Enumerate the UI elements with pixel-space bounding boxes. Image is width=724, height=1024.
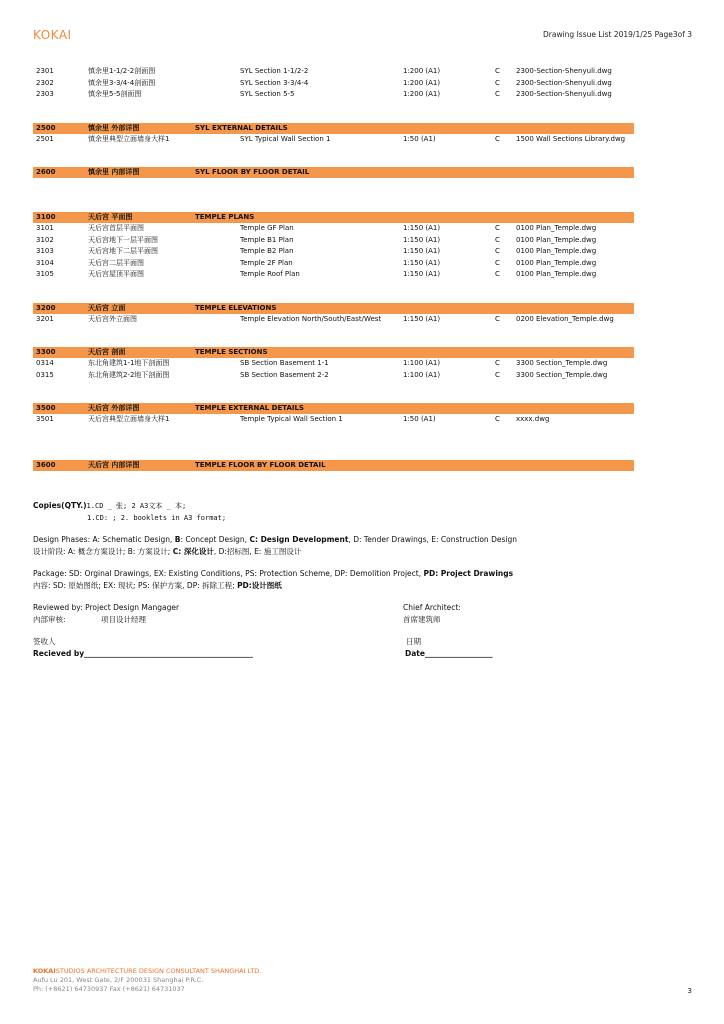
drawing-revision: C: [495, 67, 500, 75]
footer-phone: Ph: (+8621) 64730937 Fax (+8621) 64731037: [33, 985, 185, 993]
section-header-row: [33, 123, 634, 134]
drawing-revision: C: [495, 235, 500, 244]
section-header-row: [33, 167, 634, 178]
table-row: [33, 89, 634, 101]
section-header-row: [33, 347, 634, 358]
drawing-file: 0200 Elevation_Temple.dwg: [516, 314, 614, 323]
drawing-title-cn: 慎余里5-5剖面图: [88, 90, 142, 98]
drawing-title-cn: 天后宫地下二层平面图: [88, 247, 158, 255]
footer-firm: STUDIOS ARCHITECTURE DESIGN CONSULTANT SHANGHAI LTD.: [55, 967, 262, 975]
drawing-revision: C: [495, 134, 500, 143]
reviewed-cn-line: [33, 614, 673, 626]
table-row: [33, 66, 634, 78]
drawing-file: 1500 Wall Sections Library.dwg: [516, 134, 626, 143]
drawing-revision: C: [495, 415, 500, 423]
section-header-row: [33, 403, 634, 414]
section-header-row: [33, 212, 634, 223]
drawing-file: 2300-Section-Shenyuli.dwg: [516, 78, 612, 87]
drawing-title-en: SYL Typical Wall Section 1: [240, 134, 331, 143]
drawing-title-cn: 天后宫地下一层平面图: [88, 235, 158, 244]
drawing-title-cn: 天后宫典型立面墙身大样1: [88, 415, 170, 423]
drawing-title-en: Temple 2F Plan: [240, 258, 293, 267]
phases-b: B: [174, 535, 181, 544]
drawing-revision: C: [495, 78, 500, 87]
drawing-title-en: SYL Section 3-3/4-4: [240, 78, 309, 87]
drawing-number: 3100: [36, 213, 56, 221]
package-en-text: Package: SD: Orginal Drawings, EX: Existing Conditions, PS: Protection Scheme, DP: Demolition Project,: [33, 569, 424, 578]
table-row: [33, 269, 634, 281]
issue-header: Drawing Issue List 2019/1/25 Page3of 3: [543, 30, 692, 39]
table-spacer: [33, 281, 634, 303]
drawing-number: 0314: [36, 359, 54, 367]
drawing-file: 0100 Plan_Temple.dwg: [516, 258, 597, 267]
phases-cn: [33, 546, 673, 558]
drawing-title-cn: 慎余里典型立面墙身大样1: [88, 134, 170, 143]
reviewed-en: Reviewed by: Project Design Mangager: [33, 603, 180, 612]
phases-en-text2: : Concept Design,: [180, 535, 250, 544]
drawing-title-cn: 慎余里 内部详图: [88, 168, 140, 176]
footer: [33, 967, 261, 994]
drawing-scale: 1:50 (A1): [403, 415, 436, 423]
table-row: [33, 358, 634, 370]
drawing-file: 0100 Plan_Temple.dwg: [516, 270, 597, 278]
drawing-number: 3500: [36, 404, 56, 412]
drawing-title-en: SYL Section 5-5: [240, 90, 295, 98]
drawing-revision: C: [495, 258, 500, 267]
table-spacer: [33, 101, 634, 123]
drawing-number: 2301: [36, 67, 54, 75]
received-cn-line: [33, 636, 673, 648]
drawing-title-en: SB Section Basement 2-2: [240, 370, 329, 379]
table-row: [33, 235, 634, 247]
drawing-title-cn: 天后宫外立面图: [88, 314, 137, 323]
copies-label: Copies(QTY.): [33, 501, 87, 510]
table-spacer: [33, 145, 634, 167]
package-current: PD: Project Drawings: [423, 569, 514, 578]
drawing-scale: 1:150 (A1): [403, 314, 441, 323]
notes-section: [33, 500, 673, 660]
drawing-revision: C: [495, 370, 500, 379]
table-row: [33, 223, 634, 235]
drawing-title-cn: 慎余里3-3/4-4剖面图: [88, 78, 156, 87]
drawing-title-en: TEMPLE ELEVATIONS: [195, 303, 277, 312]
page-number: 3: [687, 987, 692, 995]
drawing-scale: 1:200 (A1): [403, 90, 441, 98]
drawing-file: 2300-Section-Shenyuli.dwg: [516, 90, 612, 98]
phases-en: [33, 534, 673, 546]
phases-cn-current: C: 深化设计: [172, 547, 214, 556]
copies-line: [33, 500, 673, 512]
table-spacer: [33, 381, 634, 403]
table-row: [33, 314, 634, 326]
drawing-file: 0100 Plan_Temple.dwg: [516, 224, 597, 232]
package-cn-current: PD:设计图纸: [237, 581, 282, 590]
drawing-number: 3102: [36, 235, 54, 244]
drawing-title-cn: 天后宫首层平面图: [88, 224, 144, 232]
drawing-list-table: [33, 66, 634, 471]
drawing-number: 2600: [36, 168, 56, 176]
drawing-title-en: SB Section Basement 1-1: [240, 359, 329, 367]
table-spacer: [33, 178, 634, 212]
reviewed-en-line: [33, 602, 673, 614]
drawing-title-cn: 天后宫 内部详图: [88, 460, 140, 469]
drawing-title-en: Temple Typical Wall Section 1: [240, 415, 343, 423]
drawing-title-en: TEMPLE SECTIONS: [195, 348, 268, 356]
drawing-revision: C: [495, 359, 500, 367]
footer-address: Aufu Lu 201, West Gate, 2/F 200031 Shanghai P.R.C.: [33, 976, 204, 984]
drawing-title-en: Temple GF Plan: [240, 224, 294, 232]
drawing-file: xxxx.dwg: [516, 415, 550, 423]
table-row: [33, 246, 634, 258]
drawing-scale: 1:150 (A1): [403, 224, 441, 232]
table-spacer: [33, 325, 634, 347]
drawing-title-en: Temple Roof Plan: [240, 270, 300, 278]
drawing-scale: 1:200 (A1): [403, 67, 441, 75]
drawing-title-en: TEMPLE PLANS: [195, 213, 255, 221]
package-en: [33, 568, 673, 580]
drawing-title-cn: 天后宫二层平面图: [88, 258, 144, 267]
received-en-line: [33, 648, 673, 660]
reviewed-cn: 内部审核:: [33, 615, 66, 624]
drawing-number: 2302: [36, 78, 54, 87]
drawing-revision: C: [495, 314, 500, 323]
package-cn: [33, 580, 673, 592]
drawing-revision: C: [495, 224, 500, 232]
drawing-title-en: SYL Section 1-1/2-2: [240, 67, 309, 75]
drawing-number: 3200: [36, 303, 56, 312]
copies-cn: 1.CD _ 张; 2 A3文本 _ 本;: [86, 502, 187, 510]
drawing-number: 3600: [36, 460, 56, 469]
drawing-title-cn: 东北角建筑2-2地下剖面图: [88, 370, 170, 379]
drawing-number: 3501: [36, 415, 54, 423]
drawing-title-en: Temple Elevation North/South/East/West: [240, 314, 382, 323]
drawing-number: 3104: [36, 258, 54, 267]
drawing-file: 2300-Section-Shenyuli.dwg: [516, 67, 612, 75]
drawing-number: 0315: [36, 370, 54, 379]
table-row: [33, 78, 634, 90]
drawing-number: 2501: [36, 134, 54, 143]
drawing-file: 3300 Section_Temple.dwg: [516, 359, 608, 367]
drawing-title-en: SYL EXTERNAL DETAILS: [195, 123, 288, 132]
drawing-title-cn: 慎余里1-1/2-2剖面图: [88, 67, 156, 75]
drawing-scale: 1:150 (A1): [403, 270, 441, 278]
phases-en-text3: , D: Tender Drawings, E: Construction Design: [348, 535, 517, 544]
drawing-number: 3101: [36, 224, 54, 232]
drawing-title-en: Temple B1 Plan: [240, 235, 294, 244]
drawing-title-cn: 天后宫 外部详图: [88, 404, 140, 412]
table-row: [33, 134, 634, 146]
drawing-title-cn: 天后宫 平面图: [88, 213, 133, 221]
drawing-scale: 1:150 (A1): [403, 247, 441, 255]
reviewed-cn-role: 项目设计经理: [101, 615, 146, 624]
drawing-title-cn: 慎余里 外部详图: [88, 123, 140, 132]
copies-en: 1.CD: ; 2. booklets in A3 format;: [87, 514, 227, 522]
drawing-file: 3300 Section_Temple.dwg: [516, 370, 608, 379]
drawing-revision: C: [495, 90, 500, 98]
drawing-scale: 1:200 (A1): [403, 78, 441, 87]
drawing-number: 3300: [36, 348, 56, 356]
date-signature-line: Date__________________: [405, 649, 493, 658]
phases-en-text: Design Phases: A: Schematic Design,: [33, 535, 175, 544]
table-row: [33, 258, 634, 270]
drawing-title-en: Temple B2 Plan: [240, 247, 294, 255]
phases-current: C: Design Development: [249, 535, 349, 544]
drawing-number: 3105: [36, 270, 54, 278]
date-cn: 日期: [406, 637, 421, 646]
drawing-revision: C: [495, 247, 500, 255]
drawing-scale: 1:100 (A1): [403, 359, 441, 367]
kokai-logo: KOKAI: [33, 28, 72, 42]
drawing-scale: 1:100 (A1): [403, 370, 441, 379]
chief-cn: 首席建筑师: [403, 615, 441, 624]
drawing-number: 2303: [36, 90, 54, 98]
drawing-file: 0100 Plan_Temple.dwg: [516, 235, 597, 244]
drawing-scale: 1:150 (A1): [403, 258, 441, 267]
section-header-row: [33, 460, 634, 471]
drawing-title-cn: 天后宫 立面: [88, 303, 126, 312]
received-signature-line: Recieved by_____________________________________________: [33, 649, 253, 658]
package-cn-text: 内容: SD: 原始图纸; EX: 现状; PS: 保护方案, DP: 拆除工程;: [33, 581, 238, 590]
drawing-title-en: TEMPLE FLOOR BY FLOOR DETAIL: [195, 460, 326, 469]
table-row: [33, 370, 634, 382]
drawing-title-cn: 天后宫屋顶平面图: [88, 270, 144, 278]
drawing-file: 0100 Plan_Temple.dwg: [516, 247, 597, 255]
chief-en: Chief Architect:: [403, 603, 461, 612]
drawing-number: 3201: [36, 314, 54, 323]
phases-cn-text: 设计阶段: A: 概念方案设计; B: 方案设计;: [33, 547, 173, 556]
table-row: [33, 414, 634, 426]
drawing-title-en: TEMPLE EXTERNAL DETAILS: [195, 404, 304, 412]
drawing-title-cn: 天后宫 剖面: [88, 348, 126, 356]
drawing-scale: 1:150 (A1): [403, 235, 441, 244]
section-header-row: [33, 303, 634, 314]
phases-cn-text2: , D:招标图, E: 施工图设计: [213, 547, 302, 556]
drawing-number: 2500: [36, 123, 56, 132]
drawing-title-en: SYL FLOOR BY FLOOR DETAIL: [195, 168, 310, 176]
footer-firm-line: [33, 967, 261, 976]
drawing-scale: 1:50 (A1): [403, 134, 436, 143]
table-spacer: [33, 426, 634, 460]
drawing-number: 3103: [36, 247, 54, 255]
drawing-title-cn: 东北角建筑1-1地下剖面图: [88, 359, 170, 367]
drawing-revision: C: [495, 270, 500, 278]
received-cn: 签收人: [33, 637, 56, 646]
footer-brand: KOKAI: [33, 967, 56, 975]
